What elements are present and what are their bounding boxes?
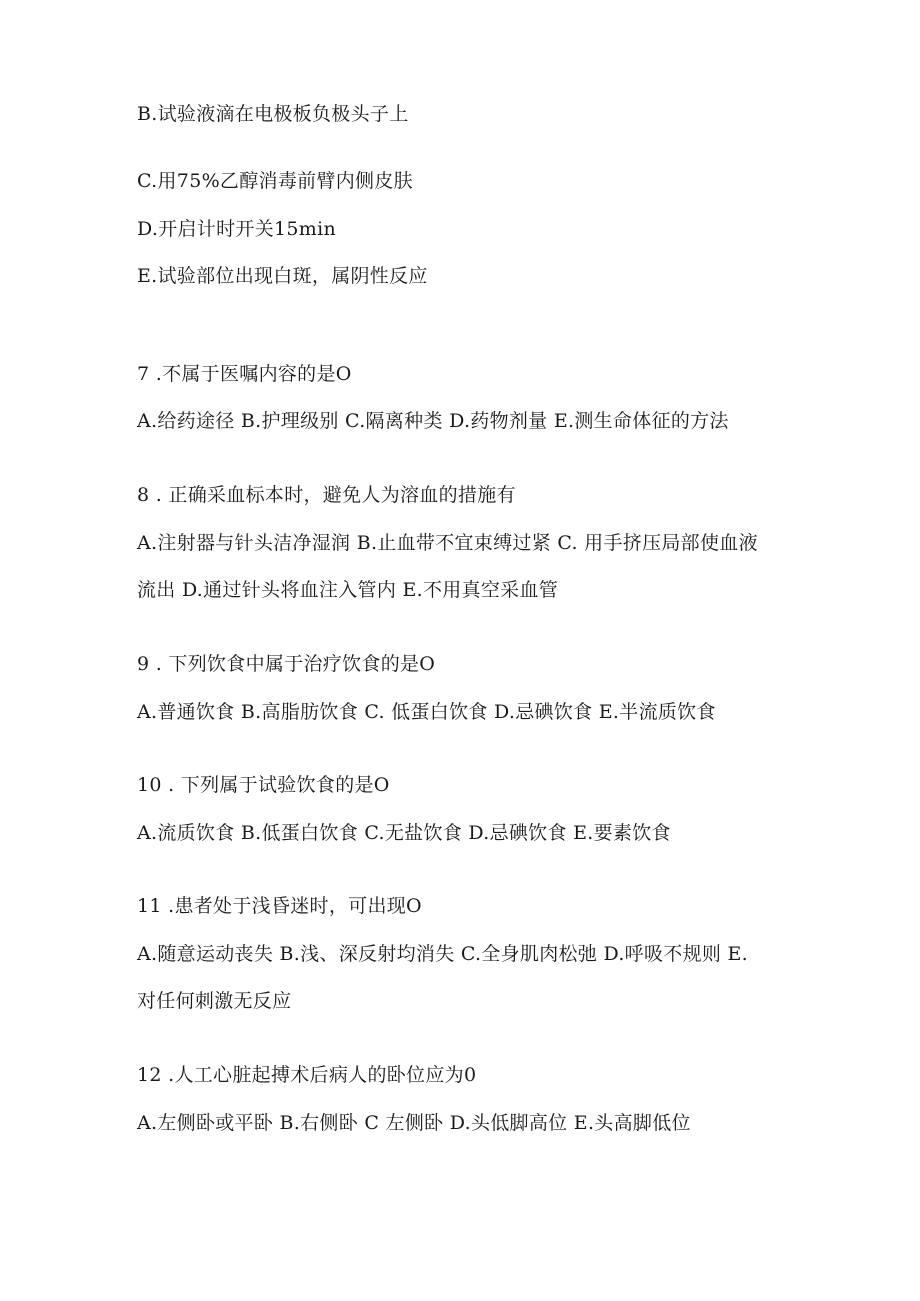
question-9-options: A.普通饮食 B.高脂肪饮食 C. 低蛋白饮食 D.忌碘饮食 E.半流质饮食 bbox=[137, 701, 716, 723]
question-9: 9 . 下列饮食中属于治疗饮食的是O bbox=[137, 653, 436, 675]
question-11: 11 .患者处于浅昏迷时，可出现O bbox=[137, 895, 422, 917]
question-11-options-line-1: A.随意运动丧失 B.浅、深反射均消失 C.全身肌肉松弛 D.呼吸不规则 E. bbox=[137, 943, 749, 965]
question-8-options-line-1: A.注射器与针头洁净湿润 B.止血带不宜束缚过紧 C. 用手挤压局部使血液 bbox=[137, 532, 758, 554]
option-b-line: B.试验液滴在电极板负极头子上 bbox=[137, 103, 409, 125]
option-c-line: C.用75%乙醇消毒前臂内侧皮肤 bbox=[137, 170, 413, 192]
option-d-line: D.开启计时开关15min bbox=[137, 218, 337, 240]
question-11-options-line-2: 对任何刺激无反应 bbox=[137, 990, 292, 1012]
question-12: 12 .人工心脏起搏术后病人的卧位应为0 bbox=[137, 1064, 477, 1086]
question-12-options: A.左侧卧或平卧 B.右侧卧 C 左侧卧 D.头低脚高位 E.头高脚低位 bbox=[137, 1112, 691, 1134]
option-e-line: E.试验部位出现白斑，属阴性反应 bbox=[137, 265, 428, 287]
question-10-options: A.流质饮食 B.低蛋白饮食 C.无盐饮食 D.忌碘饮食 E.要素饮食 bbox=[137, 822, 671, 844]
question-7: 7 .不属于医嘱内容的是O bbox=[137, 363, 352, 385]
question-7-options: A.给药途径 B.护理级别 C.隔离种类 D.药物剂量 E.测生命体征的方法 bbox=[137, 410, 729, 432]
question-8-options-line-2: 流出 D.通过针头将血注入管内 E.不用真空采血管 bbox=[137, 579, 559, 601]
question-8: 8 . 正确采血标本时，避免人为溶血的措施有 bbox=[137, 484, 516, 506]
question-10: 10 . 下列属于试验饮食的是O bbox=[137, 774, 390, 796]
